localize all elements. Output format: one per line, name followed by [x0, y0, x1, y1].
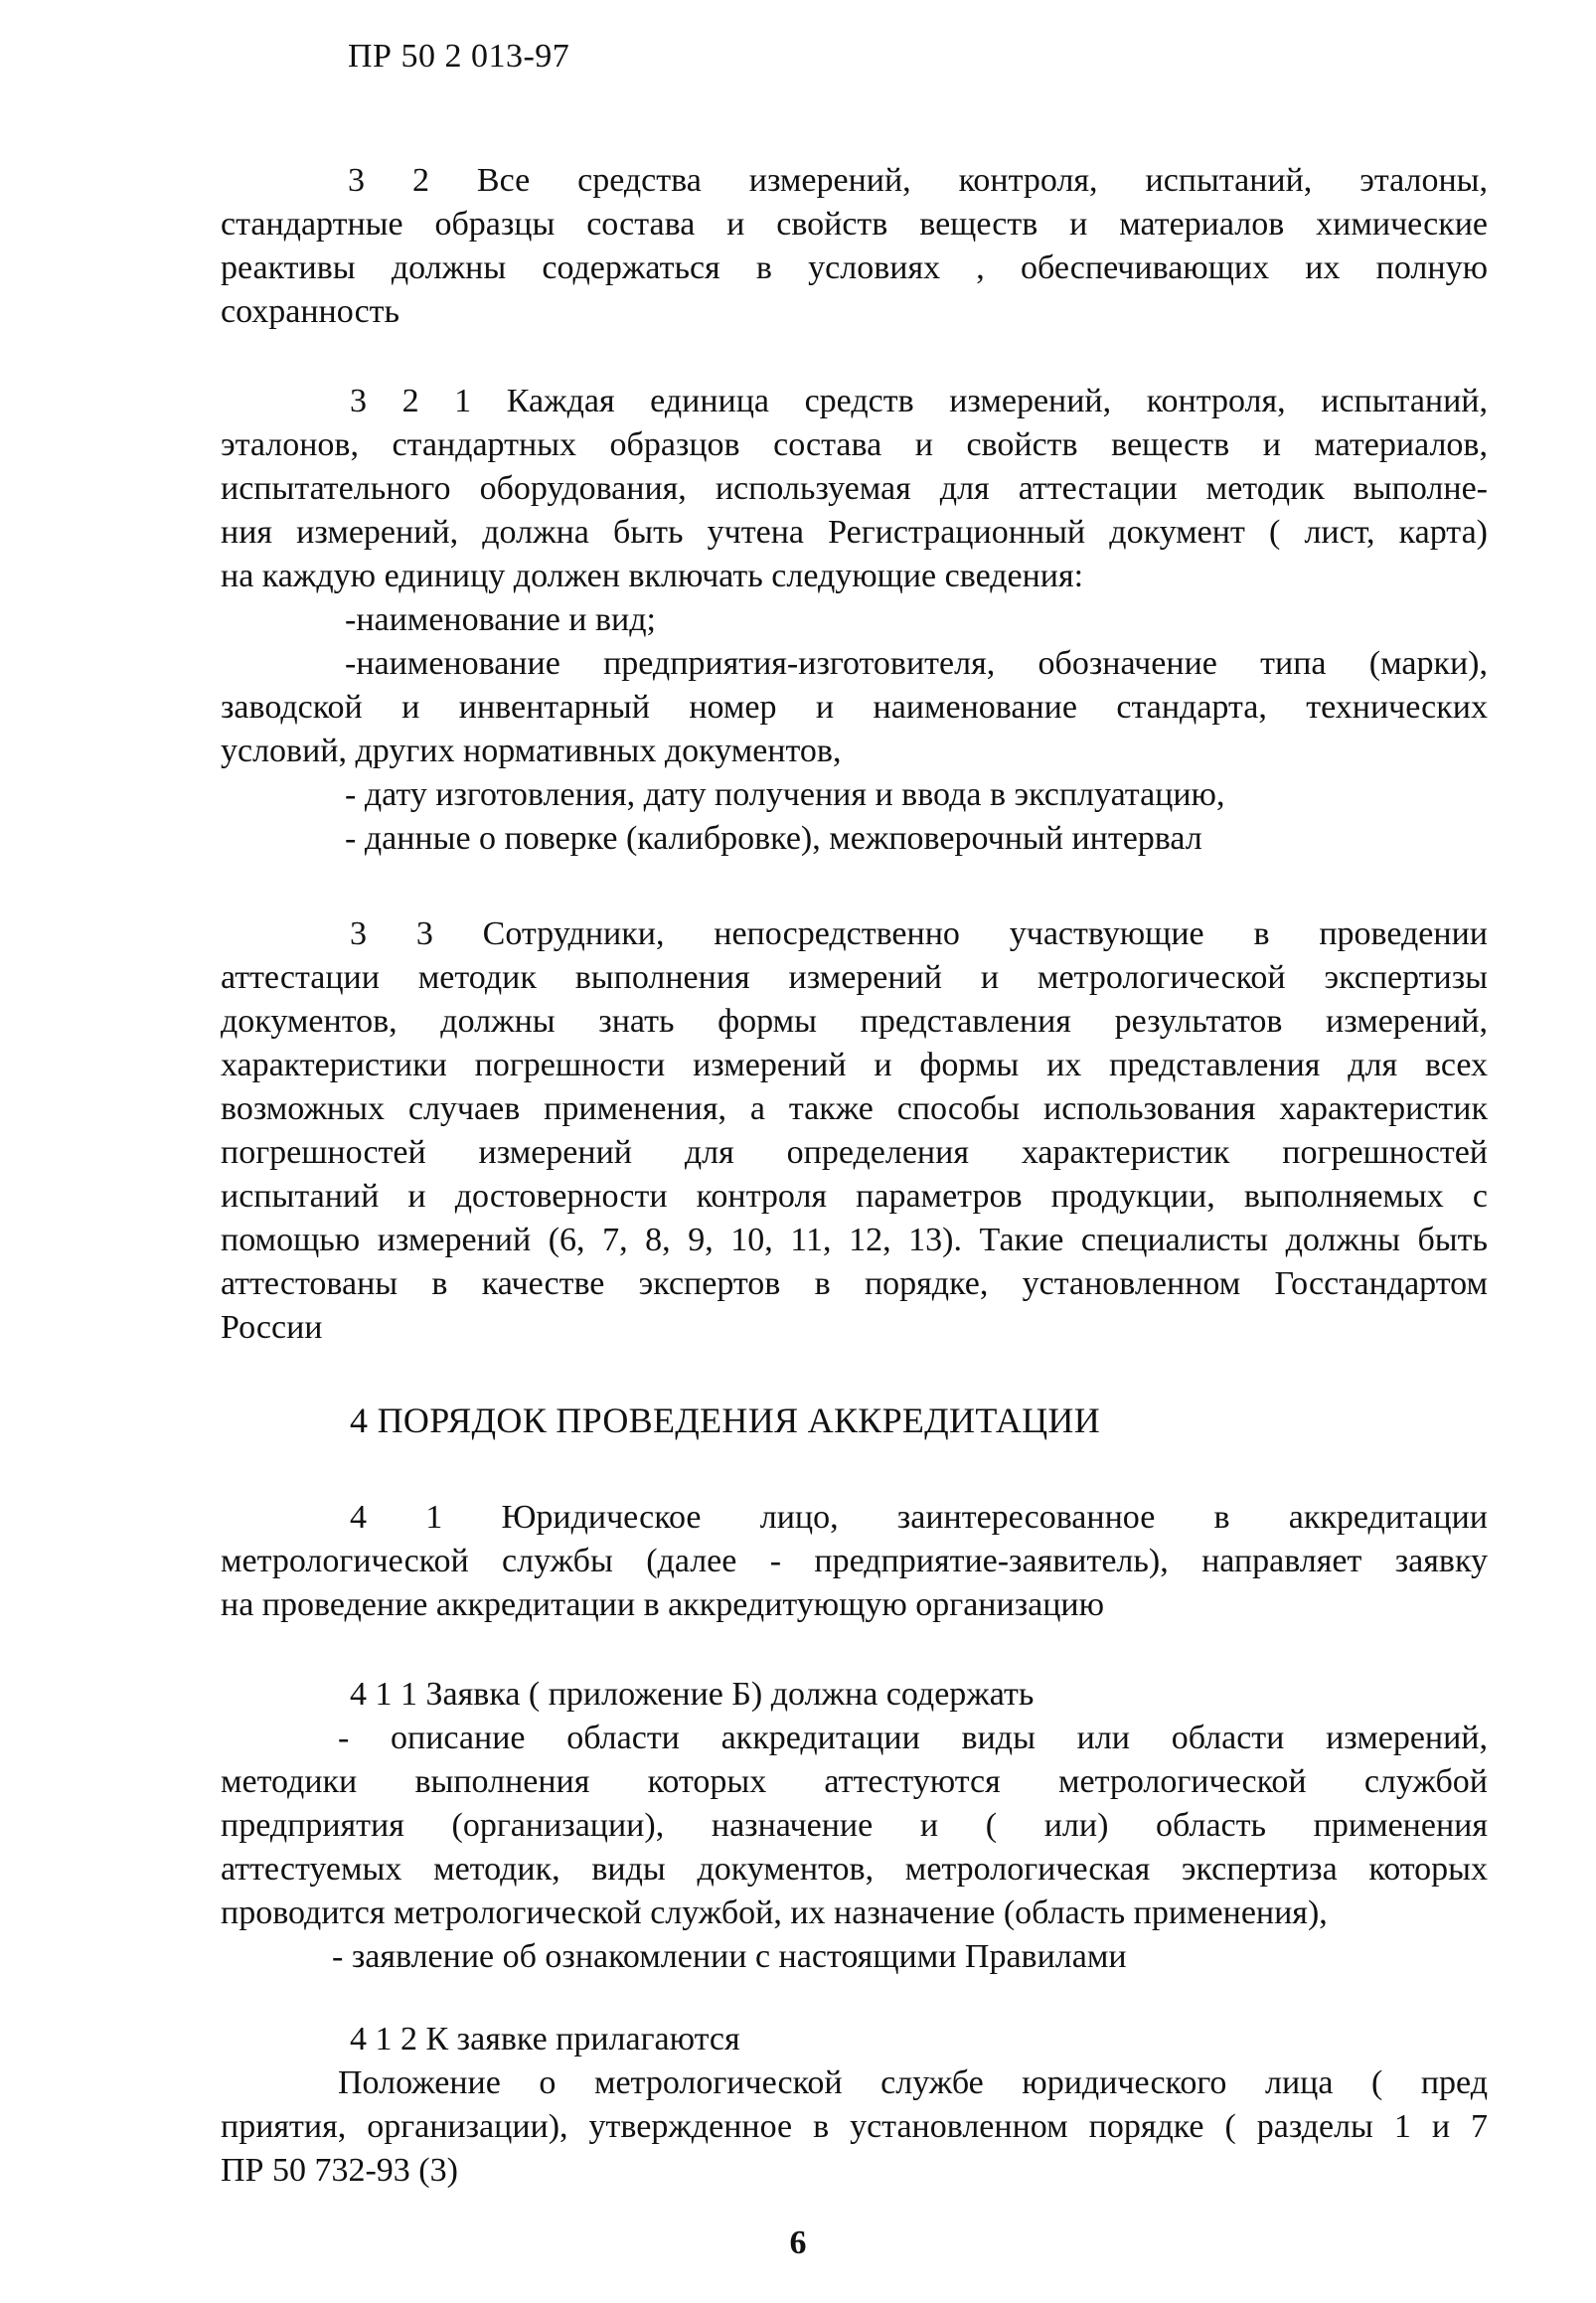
paragraph-line: реактивы должны содержаться в условиях , обеспечивающих их полную	[221, 249, 1488, 286]
paragraph-line: приятия, организации), утвержденное в установленном порядке ( разделы 1 и 7	[221, 2108, 1488, 2145]
page-number: 6	[789, 2224, 807, 2261]
paragraph-line: документов, должны знать формы представления результатов измерений,	[221, 1003, 1488, 1040]
paragraph-4-1	[221, 1496, 1488, 1627]
paragraph-line: на проведение аккредитации в аккредитующую организацию	[221, 1586, 1105, 1623]
paragraph-line: испытаний и достоверности контроля параметров продукции, выполняемых с	[221, 1178, 1488, 1215]
section-heading: 4 ПОРЯДОК ПРОВЕДЕНИЯ АККРЕДИТАЦИИ	[350, 1400, 1101, 1440]
paragraph-line: на каждую единицу должен включать следующие сведения:	[221, 558, 1084, 594]
paragraph-line: ния измерений, должна быть учтена Регистрационный документ ( лист, карта)	[221, 514, 1488, 551]
paragraph-4-1-2	[221, 2018, 1488, 2193]
paragraph-line: метрологической службы (далее - предприятие-заявитель), направляет заявку	[221, 1543, 1488, 1579]
paragraph-line: Положение о метрологической службе юридического лица ( пред	[338, 2064, 1488, 2101]
paragraph-line: 4 1 1 Заявка ( приложение Б) должна содержать	[350, 1676, 1035, 1713]
paragraph-line: методики выполнения которых аттестуются метрологической службой	[221, 1763, 1488, 1800]
paragraph-line: ПР 50 732-93 (3)	[221, 2152, 458, 2189]
paragraph-line: сохранность	[221, 293, 400, 330]
document-code-header: ПР 50 2 013-97	[348, 38, 570, 75]
paragraph-3-2-1	[221, 380, 1488, 598]
list-item: - дату изготовления, дату получения и ввода в эксплуатацию,	[345, 776, 1225, 813]
paragraph-4-1-1	[221, 1673, 1488, 1979]
paragraph-line: стандартные образцы состава и свойств веществ и материалов химические	[221, 206, 1488, 243]
list-item: заводской и инвентарный номер и наименование стандарта, технических	[221, 689, 1488, 726]
paragraph-line: 3 2 Все средства измерений, контроля, испытаний, эталоны,	[348, 162, 1488, 199]
paragraph-line: погрешностей измерений для определения характеристик погрешностей	[221, 1134, 1488, 1171]
paragraph-line: эталонов, стандартных образцов состава и свойств веществ и материалов,	[221, 426, 1488, 463]
paragraph-line: возможных случаев применения, а также способы использования характеристик	[221, 1090, 1488, 1127]
list-item: - данные о поверке (калибровке), межповерочный интервал	[345, 820, 1202, 857]
list-3-2-1	[221, 598, 1488, 861]
paragraph-line: - описание области аккредитации виды или области измерений,	[338, 1720, 1488, 1756]
paragraph-line: проводится метрологической службой, их назначение (область применения),	[221, 1894, 1328, 1931]
paragraph-line: 3 3 Сотрудники, непосредственно участвующие в проведении	[350, 915, 1488, 952]
paragraph-3-3	[221, 912, 1488, 1350]
paragraph-line: предприятия (организации), назначение и ( или) область применения	[221, 1807, 1488, 1844]
paragraph-line: 4 1 Юридическое лицо, заинтересованное в аккредитации	[350, 1499, 1488, 1536]
paragraph-line: помощью измерений (6, 7, 8, 9, 10, 11, 12, 13). Такие специалисты должны быть	[221, 1222, 1488, 1258]
list-item: условий, других нормативных документов,	[221, 733, 842, 769]
paragraph-line: - заявление об ознакомлении с настоящими Правилами	[332, 1938, 1127, 1975]
paragraph-line: 3 2 1 Каждая единица средств измерений, контроля, испытаний,	[350, 383, 1488, 419]
paragraph-line: России	[221, 1309, 323, 1346]
paragraph-line: испытательного оборудования, используемая для аттестации методик выполне-	[221, 470, 1488, 507]
list-item: -наименование и вид;	[345, 601, 656, 638]
paragraph-line: аттестуемых методик, виды документов, метрологическая экспертиза которых	[221, 1851, 1488, 1888]
paragraph-3-2	[221, 159, 1488, 334]
paragraph-line: аттестации методик выполнения измерений и метрологической экспертизы	[221, 959, 1488, 996]
list-item: -наименование предприятия-изготовителя, обозначение типа (марки),	[345, 645, 1488, 682]
paragraph-line: характеристики погрешности измерений и формы их представления для всех	[221, 1047, 1488, 1083]
paragraph-line: 4 1 2 К заявке прилагаются	[350, 2021, 740, 2057]
paragraph-line: аттестованы в качестве экспертов в порядке, установленном Госстандартом	[221, 1265, 1488, 1302]
